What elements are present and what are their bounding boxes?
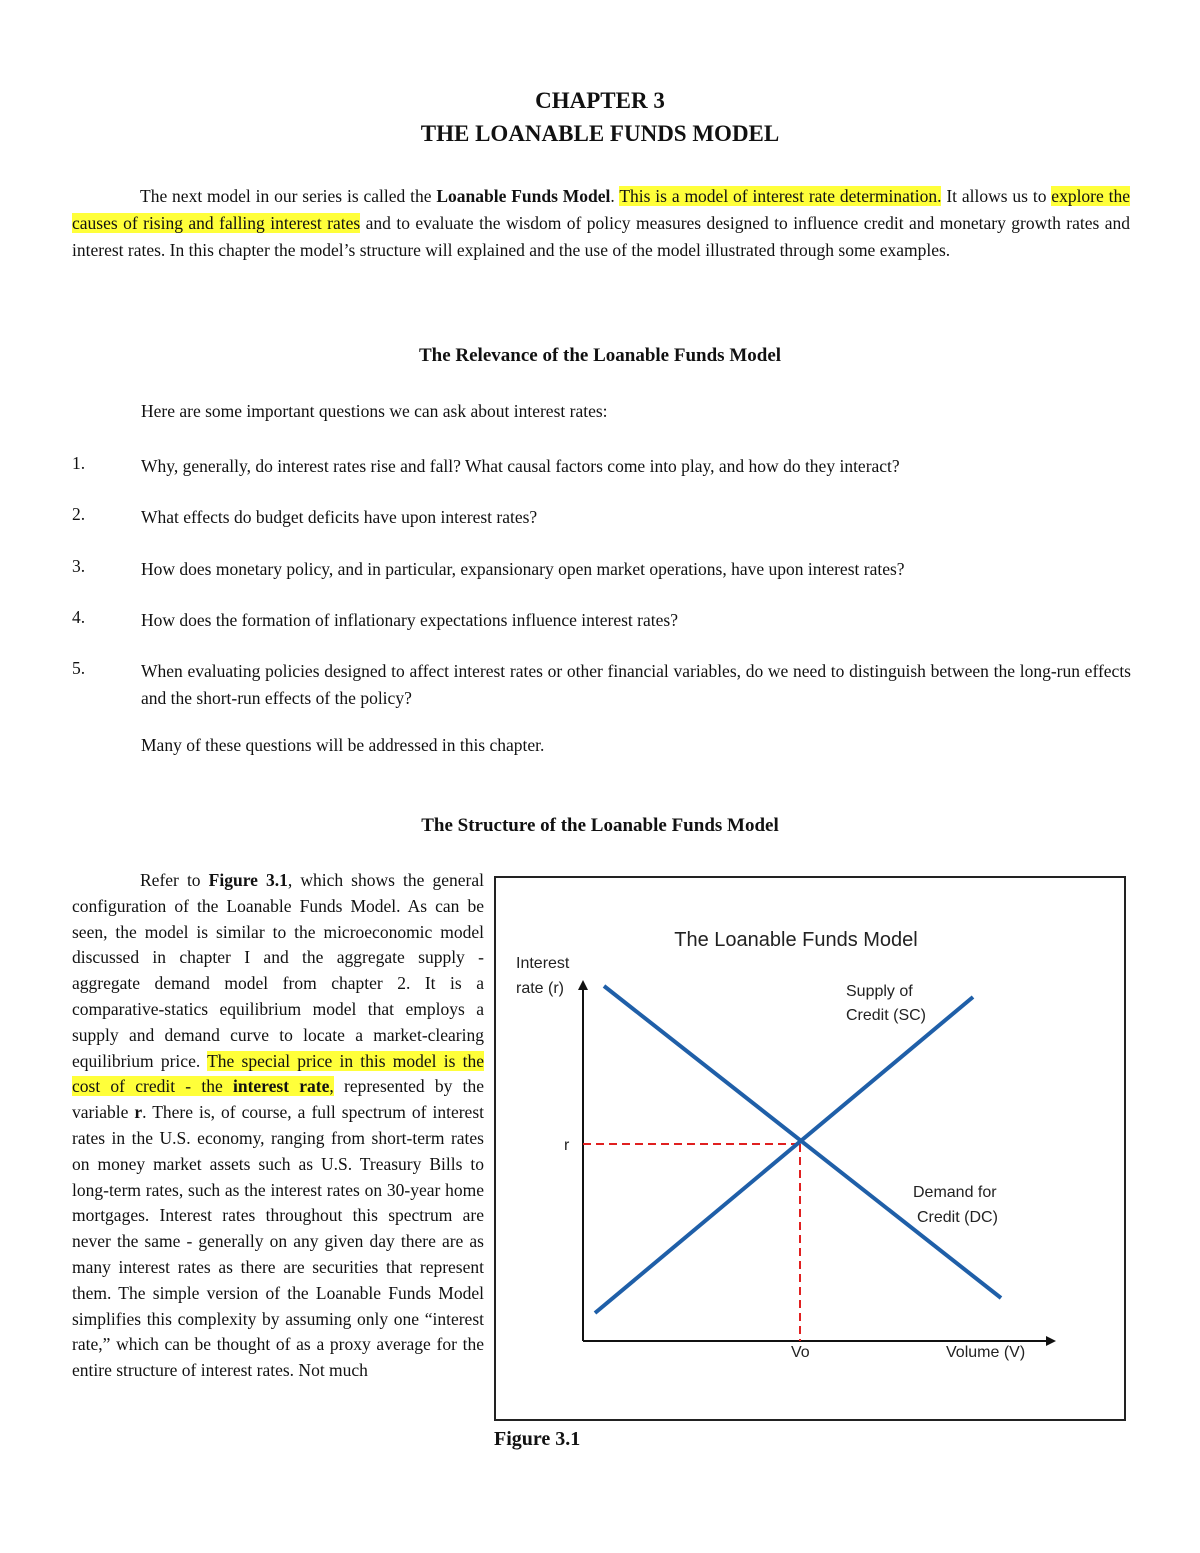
demand-label-line1: Demand for: [913, 1184, 997, 1201]
structure-text-c: represented by the variable: [72, 1076, 484, 1123]
questions-closing: Many of these questions will be addressed in this chapter.: [141, 735, 545, 755]
demand-label-line2: Credit (DC): [917, 1209, 998, 1226]
structure-text-a: Refer to: [140, 870, 209, 890]
structure-highlight-text-a: The special price in this model is the cost of credit - the: [72, 1050, 484, 1097]
intro-text-c: It allows us to: [941, 186, 1052, 206]
y-axis-label-line1: Interest: [516, 955, 570, 972]
question-number: 5.: [72, 658, 86, 678]
diagram-title: The Loanable Funds Model: [674, 929, 918, 951]
intro-highlight-2: explore the causes of rising and falling interest rates: [72, 186, 1131, 233]
x-axis-label: Volume (V): [946, 1344, 1026, 1361]
r-tick-label: r: [564, 1137, 570, 1154]
structure-highlight-text-b: ,: [329, 1076, 334, 1097]
intro-text-a: The next model in our series is called the: [140, 186, 437, 206]
intro-text-b: .: [610, 186, 620, 206]
supply-label-line2: Credit (SC): [846, 1007, 927, 1024]
question-text: What effects do budget deficits have upon interest rates?: [141, 507, 538, 527]
structure-text-d: . There is, of course, a full spectrum of interest rates in the U.S. economy, ranging from short-term rates on money market assets such as U.S. Treasury Bills to long-term rates, such as the interest rates on 30-year home mortgages. Interest rates throughout this spectrum are never the same - generally on any given day there are as many interest rates as there are securities that represent them. The simple version of the Loanable Funds Model simplifies this complexity by assuming only one “interest rate,” which can be thought of as a proxy average for the entire structure of interest rates. Not much: [72, 1102, 484, 1381]
question-text: When evaluating policies designed to affect interest rates or other financial variables, do we need to distinguish between the long-run effects and the short-run effects of the policy?: [141, 661, 1131, 708]
section-heading-relevance: The Relevance of the Loanable Funds Model: [418, 345, 782, 366]
question-number: 3.: [72, 556, 86, 576]
question-text: How does the formation of inflationary expectations influence interest rates?: [141, 610, 678, 630]
y-axis-label-line2: rate (r): [516, 980, 564, 997]
question-text: Why, generally, do interest rates rise and fall? What causal factors come into play, and how do they interact?: [141, 456, 900, 476]
intro-model-name: Loanable Funds Model: [436, 186, 611, 206]
loanable-funds-diagram: [496, 878, 1124, 1419]
supply-label-line1: Supply of: [846, 983, 913, 1000]
intro-text-d: and to evaluate the wisdom of policy measures designed to influence credit and monetary growth rates and interest rates. In this chapter the model’s structure will explained and the use of the model illustrated through some examples.: [72, 213, 1130, 260]
chapter-number: CHAPTER 3: [535, 88, 665, 113]
questions-lead: Here are some important questions we can ask about interest rates:: [141, 401, 608, 421]
structure-paragraph: [72, 868, 484, 1384]
section-heading-structure: The Structure of the Loanable Funds Model: [421, 815, 779, 836]
question-number: 1.: [72, 453, 86, 473]
figure-frame: [494, 876, 1126, 1421]
vo-tick-label: Vo: [791, 1344, 810, 1361]
chapter-title: THE LOANABLE FUNDS MODEL: [420, 121, 780, 146]
variable-r: r: [134, 1102, 143, 1123]
question-number: 2.: [72, 504, 86, 524]
question-number: 4.: [72, 607, 86, 627]
structure-highlight-term: interest rate: [232, 1076, 330, 1097]
figure-caption: Figure 3.1: [494, 1428, 581, 1450]
intro-paragraph: [72, 183, 1130, 264]
structure-text-b: , which shows the general configuration of the Loanable Funds Model. As can be seen, the model is similar to the microeconomic model discussed in chapter I and the aggregate supply - aggregate demand model from chapter 2. It is a comparative-statics equilibrium model that employs a supply and demand curve to locate a market-clearing equilibrium price.: [72, 870, 484, 1071]
figure-reference: Figure 3.1: [208, 870, 288, 890]
intro-highlight-1: This is a model of interest rate determination.: [619, 186, 942, 206]
supply-curve: [595, 997, 973, 1313]
question-text: How does monetary policy, and in particular, expansionary open market operations, have upon interest rates?: [141, 559, 905, 579]
